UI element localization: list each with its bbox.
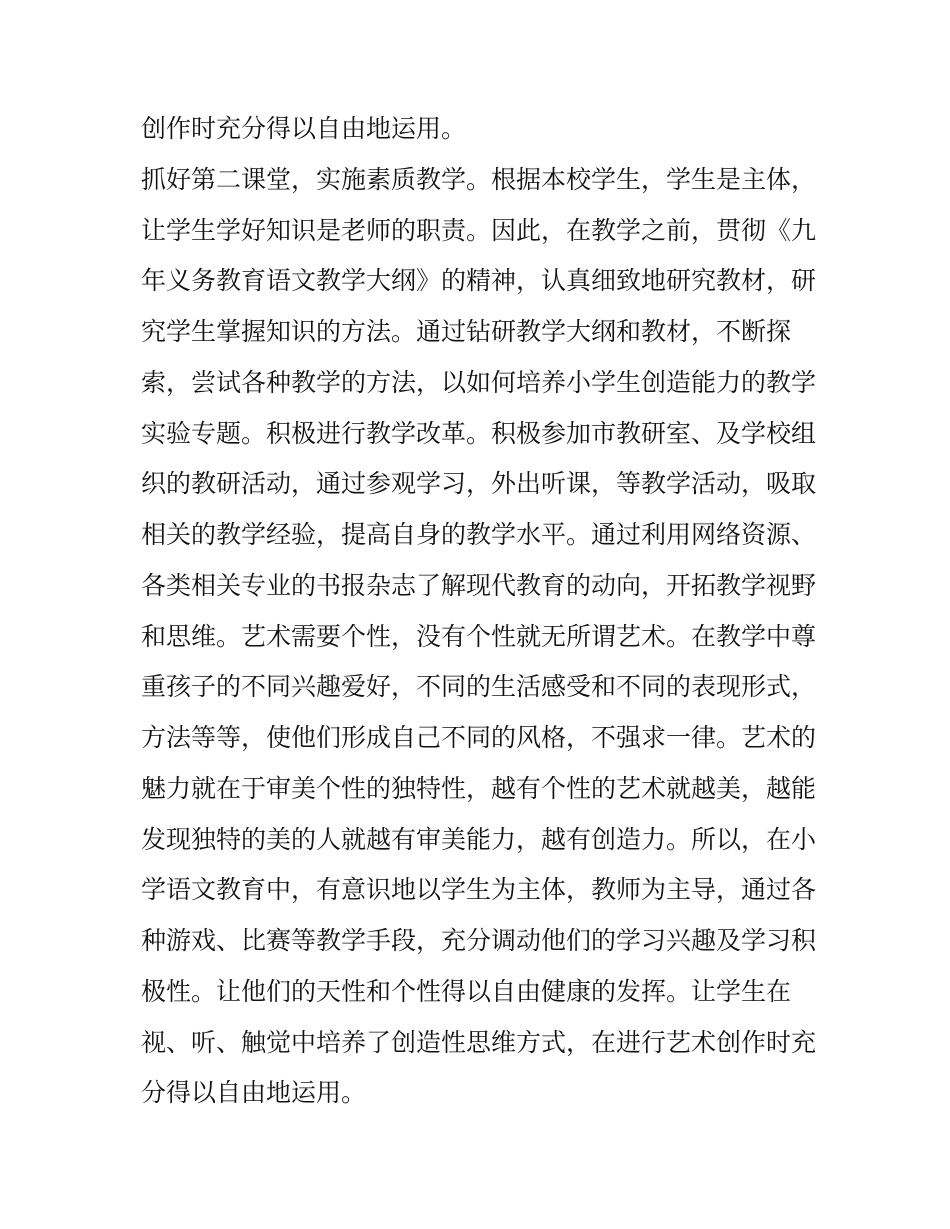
text-line: 年义务教育语文教学大纲》的精神，认真细致地研究教材，研 [141, 266, 817, 296]
text-line: 创作时充分得以自由地运用。 [141, 114, 467, 143]
text-line: 重孩子的不同兴趣爱好，不同的生活感受和不同的表现形式， [141, 672, 817, 702]
text-line: 究学生掌握知识的方法。通过钻研教学大纲和教材，不断探 [141, 317, 792, 346]
text-line: 和思维。艺术需要个性，没有个性就无所谓艺术。在教学中尊 [141, 621, 817, 651]
text-line: 种游戏、比赛等教学手段，充分调动他们的学习兴趣及学习积 [141, 926, 817, 955]
text-line: 抓好第二课堂，实施素质教学。根据本校学生，学生是主体， [141, 164, 817, 194]
text-line: 各类相关专业的书报杂志了解现代教育的动向，开拓教学视野 [141, 570, 817, 600]
text-line: 极性。让他们的天性和个性得以自由健康的发挥。让学生在 [141, 976, 792, 1006]
text-line: 分得以自由地运用。 [141, 1078, 367, 1108]
text-line: 发现独特的美的人就越有审美能力，越有创造力。所以，在小 [141, 824, 817, 854]
text-line: 视、听、触觉中培养了创造性思维方式，在进行艺术创作时充 [141, 1027, 817, 1057]
text-line: 索，尝试各种教学的方法，以如何培养小学生创造能力的教学 [141, 367, 817, 397]
text-line: 实验专题。积极进行教学改革。积极参加市教研室、及学校组 [141, 418, 817, 448]
text-line: 相关的教学经验，提高自身的教学水平。通过利用网络资源、 [141, 520, 817, 549]
body-text [141, 108, 831, 1123]
text-line: 学语文教育中，有意识地以学生为主体，教师为主导，通过各 [141, 875, 817, 905]
text-line: 织的教研活动，通过参观学习，外出听课，等教学活动，吸取 [141, 469, 817, 499]
text-line: 魅力就在于审美个性的独特性，越有个性的艺术就越美，越能 [141, 773, 817, 803]
text-line: 让学生学好知识是老师的职责。因此，在教学之前，贯彻《九 [141, 215, 817, 245]
text-line: 方法等等，使他们形成自己不同的风格，不强求一律。艺术的 [141, 723, 817, 752]
